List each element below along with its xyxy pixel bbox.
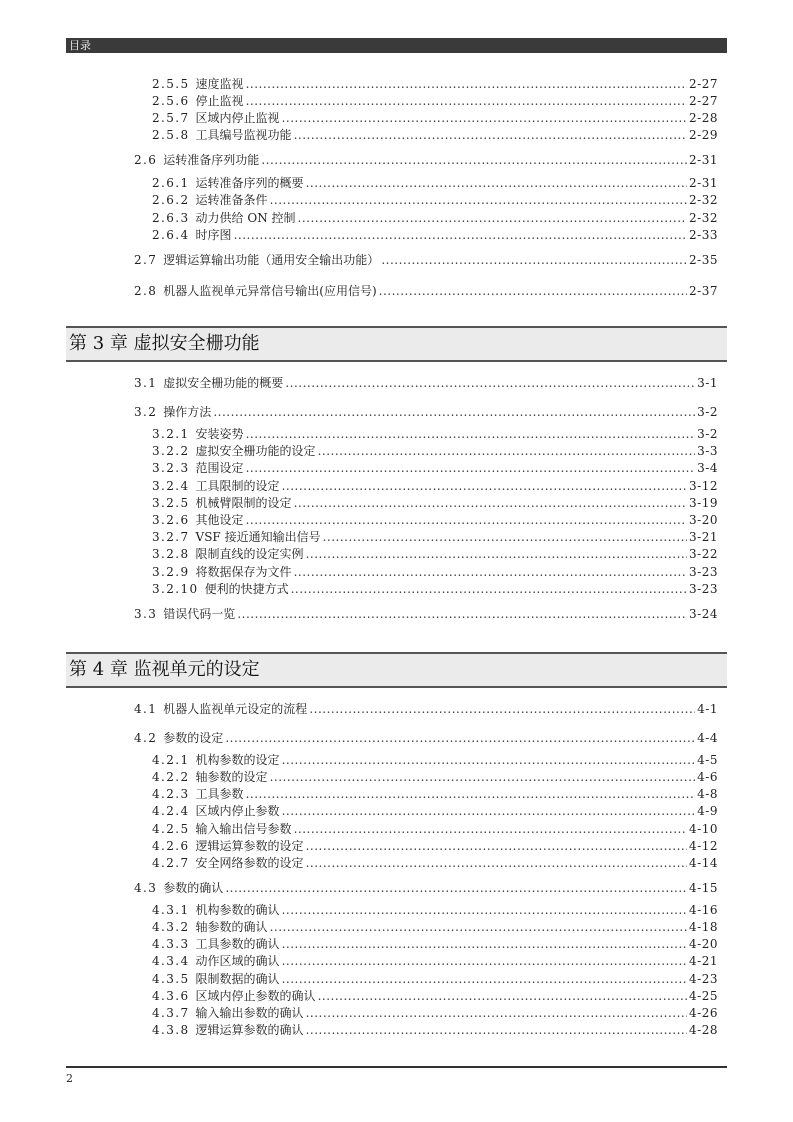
toc-entry-page: 4-16	[689, 903, 718, 917]
toc-leader-dots	[282, 953, 687, 969]
toc-entry[interactable]	[152, 460, 718, 476]
toc-entry-number: 4.3.1	[152, 903, 190, 917]
toc-entry-title: 区域内停止监视	[195, 111, 280, 125]
toc-entry-number: 2.8	[134, 284, 158, 298]
toc-entry-page: 3-2	[697, 427, 718, 441]
toc-entry[interactable]	[152, 1022, 718, 1038]
toc-entry-number: 3.3	[134, 607, 158, 621]
toc-leader-dots	[246, 512, 687, 528]
toc-entry-title: 工具编号监视功能	[195, 128, 292, 142]
toc-leader-dots	[225, 880, 687, 896]
toc-entry-page: 3-1	[697, 376, 718, 390]
toc-leader-dots	[306, 546, 687, 562]
toc-entry[interactable]	[152, 478, 718, 494]
toc-entry-title: 工具参数的确认	[195, 937, 280, 951]
toc-leader-dots	[309, 701, 695, 717]
toc-entry-number: 4.2.2	[152, 770, 190, 784]
toc-entry-number: 4.2.6	[152, 839, 190, 853]
toc-entry-page: 2-33	[689, 228, 718, 242]
toc-entry-number: 2.6.3	[152, 211, 190, 225]
toc-entry-page: 3-21	[689, 530, 718, 544]
toc-entry-number: 3.2.9	[152, 565, 190, 579]
toc-entry[interactable]	[152, 426, 718, 442]
toc-entry-page: 4-9	[697, 804, 718, 818]
toc-entry-title: 停止监视	[195, 94, 244, 108]
toc-leader-dots	[379, 283, 687, 299]
toc-entry[interactable]	[152, 110, 718, 126]
toc-entry-page: 3-4	[697, 461, 718, 475]
toc-entry[interactable]	[152, 838, 718, 854]
toc-leader-dots	[213, 404, 695, 420]
header-title: 目录	[69, 39, 91, 52]
toc-entry[interactable]	[134, 701, 718, 717]
toc-leader-dots	[306, 1022, 687, 1038]
toc-entry[interactable]	[152, 192, 718, 208]
toc-leader-dots	[246, 426, 696, 442]
toc-leader-dots	[246, 93, 687, 109]
toc-entry-title: 将数据保存为文件	[195, 565, 292, 579]
toc-entry[interactable]	[152, 76, 718, 92]
toc-leader-dots	[294, 564, 687, 580]
toc-entry-title: 轴参数的设定	[195, 770, 268, 784]
chapter-title: 第 3 章 虚拟安全栅功能	[69, 333, 260, 354]
toc-entry-number: 3.2.4	[152, 479, 190, 493]
toc-entry-title: 机械臂限制的设定	[195, 496, 292, 510]
toc-entry-number: 2.5.5	[152, 77, 190, 91]
toc-entry-number: 4.3	[134, 881, 158, 895]
toc-entry-page: 4-1	[697, 702, 718, 716]
toc-entry-page: 2-37	[689, 284, 718, 298]
toc-entry-number: 4.1	[134, 702, 158, 716]
toc-entry-title: 限制直线的设定实例	[195, 547, 304, 561]
toc-entry-page: 4-8	[697, 787, 718, 801]
toc-entry-page: 3-2	[697, 405, 718, 419]
toc-entry-title: 机构参数的确认	[195, 903, 280, 917]
toc-entry-number: 2.5.6	[152, 94, 190, 108]
toc-entry[interactable]	[152, 93, 718, 109]
toc-entry-page: 4-20	[689, 937, 718, 951]
toc-leader-dots	[270, 192, 687, 208]
toc-entry-title: 范围设定	[195, 461, 244, 475]
toc-entry-number: 3.2.1	[152, 427, 190, 441]
toc-entry[interactable]	[152, 529, 718, 545]
toc-leader-dots	[282, 478, 687, 494]
toc-entry-title: 限制数据的确认	[195, 972, 280, 986]
toc-leader-dots	[306, 855, 687, 871]
toc-entry[interactable]	[152, 953, 718, 969]
chapter-heading-3	[66, 326, 727, 362]
toc-leader-dots	[306, 1005, 687, 1021]
toc-entry-page: 4-5	[697, 753, 718, 767]
page-number: 2	[66, 1072, 73, 1085]
toc-entry-page: 3-23	[689, 565, 718, 579]
toc-entry-title: 运转准备序列功能	[163, 153, 260, 167]
toc-entry-number: 3.2.10	[152, 582, 199, 596]
toc-entry[interactable]	[152, 495, 718, 511]
toc-entry-number: 2.5.8	[152, 128, 190, 142]
toc-entry-title: 动作区域的确认	[195, 954, 280, 968]
toc-entry-number: 4.3.3	[152, 937, 190, 951]
toc-leader-dots	[282, 902, 687, 918]
toc-entry-number: 4.2.1	[152, 753, 190, 767]
toc-entry[interactable]	[152, 581, 718, 597]
toc-entry-page: 3-12	[689, 479, 718, 493]
toc-entry-number: 3.2	[134, 405, 158, 419]
toc-entry-title: 区域内停止参数的确认	[195, 989, 316, 1003]
toc-entry-page: 2-35	[689, 253, 718, 267]
toc-leader-dots	[270, 769, 696, 785]
toc-entry-page: 3-22	[689, 547, 718, 561]
toc-entry[interactable]	[152, 512, 718, 528]
toc-entry[interactable]	[134, 152, 718, 168]
toc-entry-page: 2-27	[689, 77, 718, 91]
toc-entry-page: 4-25	[689, 989, 718, 1003]
toc-entry-number: 2.5.7	[152, 111, 190, 125]
toc-entry-number: 4.3.8	[152, 1023, 190, 1037]
toc-entry-title: 运转准备条件	[195, 193, 268, 207]
toc-entry-number: 2.6.4	[152, 228, 190, 242]
toc-entry[interactable]	[152, 1005, 718, 1021]
toc-entry-page: 4-28	[689, 1023, 718, 1037]
toc-entry-page: 3-3	[697, 444, 718, 458]
toc-entry-number: 3.2.5	[152, 496, 190, 510]
toc-entry-page: 4-14	[689, 856, 718, 870]
toc-entry[interactable]	[152, 443, 718, 459]
toc-entry[interactable]	[152, 821, 718, 837]
toc-entry-number: 4.3.2	[152, 920, 190, 934]
toc-leader-dots	[282, 803, 696, 819]
toc-entry[interactable]	[134, 730, 718, 746]
toc-leader-dots	[318, 443, 696, 459]
toc-entry-number: 2.6.2	[152, 193, 190, 207]
toc-leader-dots	[234, 227, 687, 243]
toc-entry[interactable]	[134, 283, 718, 299]
toc-leader-dots	[285, 375, 695, 391]
toc-leader-dots	[298, 210, 688, 226]
toc-entry-page: 4-15	[689, 881, 718, 895]
toc-entry-number: 3.2.8	[152, 547, 190, 561]
toc-entry[interactable]	[134, 404, 718, 420]
toc-entry[interactable]	[152, 988, 718, 1004]
toc-entry-page: 2-27	[689, 94, 718, 108]
toc-entry-number: 2.7	[134, 253, 158, 267]
toc-entry[interactable]	[152, 936, 718, 952]
toc-entry-page: 4-21	[689, 954, 718, 968]
toc-entry-page: 3-19	[689, 496, 718, 510]
toc-leader-dots	[246, 460, 696, 476]
toc-entry-page: 2-31	[689, 153, 718, 167]
toc-entry-number: 3.2.7	[152, 530, 190, 544]
toc-leader-dots	[323, 529, 687, 545]
toc-entry-page: 4-10	[689, 822, 718, 836]
toc-leader-dots	[294, 495, 687, 511]
toc-leader-dots	[282, 971, 687, 987]
toc-entry-title: 逻辑运算参数的设定	[195, 839, 304, 853]
footer-rule	[66, 1066, 727, 1068]
toc-entry-number: 4.3.6	[152, 989, 190, 1003]
toc-entry-title: VSF 接近通知输出信号	[195, 530, 321, 544]
toc-entry-number: 2.6.1	[152, 176, 190, 190]
toc-leader-dots	[306, 175, 687, 191]
toc-leader-dots	[246, 76, 687, 92]
toc-entry-title: 逻辑运算输出功能（通用安全输出功能）	[163, 253, 380, 267]
toc-entry[interactable]	[134, 252, 718, 268]
toc-entry-page: 2-32	[689, 193, 718, 207]
toc-entry[interactable]	[152, 546, 718, 562]
toc-entry[interactable]	[152, 127, 718, 143]
toc-entry[interactable]	[134, 375, 718, 391]
toc-entry-title: 区域内停止参数	[195, 804, 280, 818]
toc-entry-title: 便利的快捷方式	[204, 582, 289, 596]
toc-entry-title: 参数的确认	[163, 881, 224, 895]
toc-entry-number: 4.3.5	[152, 972, 190, 986]
toc-entry-number: 4.2.4	[152, 804, 190, 818]
toc-entry[interactable]	[152, 919, 718, 935]
toc-entry-title: 操作方法	[163, 405, 212, 419]
toc-entry-page: 4-4	[697, 731, 718, 745]
toc-entry-number: 4.2.3	[152, 787, 190, 801]
toc-entry-page: 4-23	[689, 972, 718, 986]
toc-entry-number: 4.3.7	[152, 1006, 190, 1020]
toc-entry-title: 轴参数的确认	[195, 920, 268, 934]
toc-entry-title: 安全网络参数的设定	[195, 856, 304, 870]
toc-entry-title: 工具限制的设定	[195, 479, 280, 493]
toc-leader-dots	[282, 752, 696, 768]
toc-entry-title: 安装姿势	[195, 427, 244, 441]
toc-entry-title: 时序图	[195, 228, 232, 242]
toc-entry-number: 3.2.2	[152, 444, 190, 458]
toc-entry-title: 速度监视	[195, 77, 244, 91]
toc-entry[interactable]	[152, 175, 718, 191]
toc-entry-page: 2-28	[689, 111, 718, 125]
toc-entry-number: 3.2.3	[152, 461, 190, 475]
toc-entry-page: 4-12	[689, 839, 718, 853]
toc-entry-title: 运转准备序列的概要	[195, 176, 304, 190]
toc-entry[interactable]	[134, 880, 718, 896]
toc-leader-dots	[282, 936, 687, 952]
toc-leader-dots	[261, 152, 687, 168]
toc-entry-number: 2.6	[134, 153, 158, 167]
toc-entry[interactable]	[152, 564, 718, 580]
toc-entry-number: 4.2.7	[152, 856, 190, 870]
toc-entry[interactable]	[152, 210, 718, 226]
toc-entry-page: 3-23	[689, 582, 718, 596]
toc-entry-number: 4.3.4	[152, 954, 190, 968]
chapter-title: 第 4 章 监视单元的设定	[69, 659, 260, 680]
toc-entry[interactable]	[152, 769, 718, 785]
chapter-heading-4	[66, 652, 727, 688]
toc-leader-dots	[270, 919, 687, 935]
toc-entry[interactable]	[152, 227, 718, 243]
toc-entry-title: 工具参数	[195, 787, 244, 801]
toc-leader-dots	[237, 606, 687, 622]
toc-entry[interactable]	[152, 971, 718, 987]
toc-entry-title: 逻辑运算参数的确认	[195, 1023, 304, 1037]
toc-leader-dots	[381, 252, 687, 268]
toc-entry[interactable]	[152, 752, 718, 768]
toc-entry-title: 机器人监视单元异常信号输出(应用信号)	[163, 284, 377, 298]
toc-entry-number: 3.1	[134, 376, 158, 390]
toc-leader-dots	[318, 988, 687, 1004]
toc-entry-number: 4.2	[134, 731, 158, 745]
toc-entry[interactable]	[152, 786, 718, 802]
toc-entry[interactable]	[152, 855, 718, 871]
toc-entry-title: 虚拟安全栅功能的设定	[195, 444, 316, 458]
toc-entry-number: 3.2.6	[152, 513, 190, 527]
toc-entry-title: 输入输出信号参数	[195, 822, 292, 836]
toc-entry[interactable]	[134, 606, 718, 622]
toc-leader-dots	[225, 730, 695, 746]
toc-leader-dots	[291, 581, 687, 597]
toc-entry-page: 2-31	[689, 176, 718, 190]
toc-leader-dots	[294, 821, 687, 837]
toc-entry-page: 3-20	[689, 513, 718, 527]
toc-entry[interactable]	[152, 902, 718, 918]
toc-entry-page: 4-18	[689, 920, 718, 934]
toc-leader-dots	[306, 838, 687, 854]
toc-leader-dots	[246, 786, 696, 802]
header-bar	[66, 38, 727, 53]
toc-entry-title: 虚拟安全栅功能的概要	[163, 376, 284, 390]
toc-entry-number: 4.2.5	[152, 822, 190, 836]
toc-entry-page: 3-24	[689, 607, 718, 621]
toc-entry-page: 2-29	[689, 128, 718, 142]
toc-entry-page: 4-6	[697, 770, 718, 784]
toc-leader-dots	[282, 110, 687, 126]
toc-entry-title: 错误代码一览	[163, 607, 236, 621]
toc-entry-title: 机构参数的设定	[195, 753, 280, 767]
toc-entry-title: 动力供给 ON 控制	[195, 211, 296, 225]
toc-entry-title: 其他设定	[195, 513, 244, 527]
toc-entry-title: 机器人监视单元设定的流程	[163, 702, 308, 716]
toc-entry-page: 4-26	[689, 1006, 718, 1020]
toc-entry-page: 2-32	[689, 211, 718, 225]
toc-entry-title: 输入输出参数的确认	[195, 1006, 304, 1020]
toc-entry-title: 参数的设定	[163, 731, 224, 745]
toc-entry[interactable]	[152, 803, 718, 819]
toc-leader-dots	[294, 127, 687, 143]
